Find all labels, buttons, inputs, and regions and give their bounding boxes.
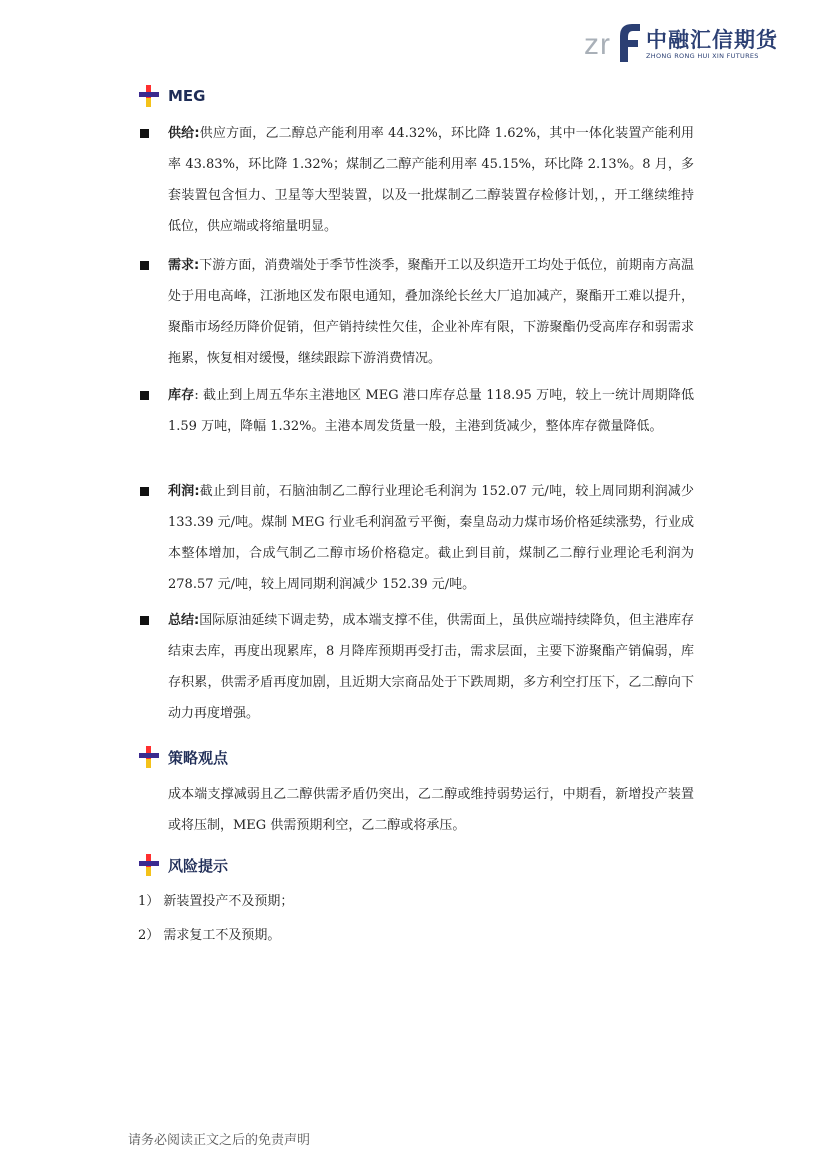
supply-paragraph [168,118,694,242]
strategy-paragraph: 成本端支撑减弱且乙二醇供需矛盾仍突出，乙二醇或维持弱势运行，中期看，新增投产装置或将压制，MEG 供需预期利空，乙二醇或将承压。 [168,787,694,833]
risk-item-number: 1） [138,894,160,909]
risk-item-text: 需求复工不及预期。 [163,928,281,943]
meg-section-title: MEG [168,87,206,105]
square-bullet-icon [140,129,149,138]
summary-text: 国际原油延续下调走势，成本端支撑不佳，供需面上，虽供应端持续降负，但主港库存结束去库，再度出现累库，8 月降库预期再受打击，需求层面，主要下游聚酯产销偏弱，库存积累，供需矛盾再度加剧，且近期大宗商品处于下跌周期，多方利空打压下，乙二醇向下动力再度增强。 [168,613,694,721]
summary-paragraph [168,605,694,729]
demand-key: 需求: [168,258,200,273]
strategy-section-title: 策略观点 [168,748,229,767]
supply-text: 供应方面，乙二醇总产能利用率 44.32%，环比降 1.62%，其中一体化装置产能利用率 43.83%，环比降 1.32%；煤制乙二醇产能利用率 45.15%，环比降 2.13%。8 月，多套装置包含恒力、卫星等大型装置，以及一批煤制乙二醇装置存检修计划，，开工继续维持低位，供应端或将缩量明显。 [168,126,694,234]
square-bullet-icon [140,391,149,400]
square-bullet-icon [140,487,149,496]
risk-item [138,926,280,946]
cross-bullet-icon [138,745,160,769]
profit-text: 截止到目前，石脑油制乙二醇行业理论毛利润为 152.07 元/吨，较上周同期利润减少 133.39 元/吨。煤制 MEG 行业毛利润盈亏平衡，秦皇岛动力煤市场价格延续涨势，行业成本整体增加，合成气制乙二醇市场价格稳定。截止到目前，煤制乙二醇行业理论毛利润为 278.57 元/吨，较上周同期利润减少 152.39 元/吨。 [168,484,694,592]
disclaimer-footer: 请务必阅读正文之后的免责声明 [128,1133,311,1148]
risk-item-number: 2） [138,928,160,943]
znf-logo-icon [584,20,644,64]
strategy-section-heading [138,744,228,770]
risk-section-heading [138,852,228,878]
cross-bullet-icon [138,853,160,877]
inventory-key: 库存 [168,388,195,403]
risk-section-title: 风险提示 [168,856,229,875]
demand-text: 下游方面，消费端处于季节性淡季，聚酯开工以及织造开工均处于低位，前期南方高温处于用电高峰，江浙地区发布限电通知，叠加涤纶长丝大厂追加减产，聚酯开工难以提升，聚酯市场经历降价促销，但产销持续性欠佳，企业补库有限，下游聚酯仍受高库存和弱需求拖累，恢复相对缓慢，继续跟踪下游消费情况。 [168,258,694,366]
logo-chinese-name: 中融汇信期货 [646,28,778,52]
svg-text:z: z [584,28,599,61]
cross-bullet-icon [138,84,160,108]
company-logo [584,20,778,64]
risk-item-text: 新装置投产不及预期； [163,894,294,909]
square-bullet-icon [140,616,149,625]
profit-paragraph [168,476,694,600]
inventory-paragraph [168,380,694,442]
demand-paragraph [168,250,694,374]
logo-english-name: ZHONG RONG HUI XIN FUTURES [646,52,759,60]
square-bullet-icon [140,261,149,270]
profit-key: 利润: [168,484,200,499]
supply-key: 供给: [168,126,200,141]
risk-item [138,892,293,912]
svg-text:r: r [600,28,610,61]
summary-key: 总结: [168,613,200,628]
meg-section-heading [138,83,206,109]
inventory-text: : 截止到上周五华东主港地区 MEG 港口库存总量 118.95 万吨，较上一统计周期降低 1.59 万吨，降幅 1.32%。主港本周发货量一般，主港到货减少，整体库存微量降低。 [168,388,694,434]
